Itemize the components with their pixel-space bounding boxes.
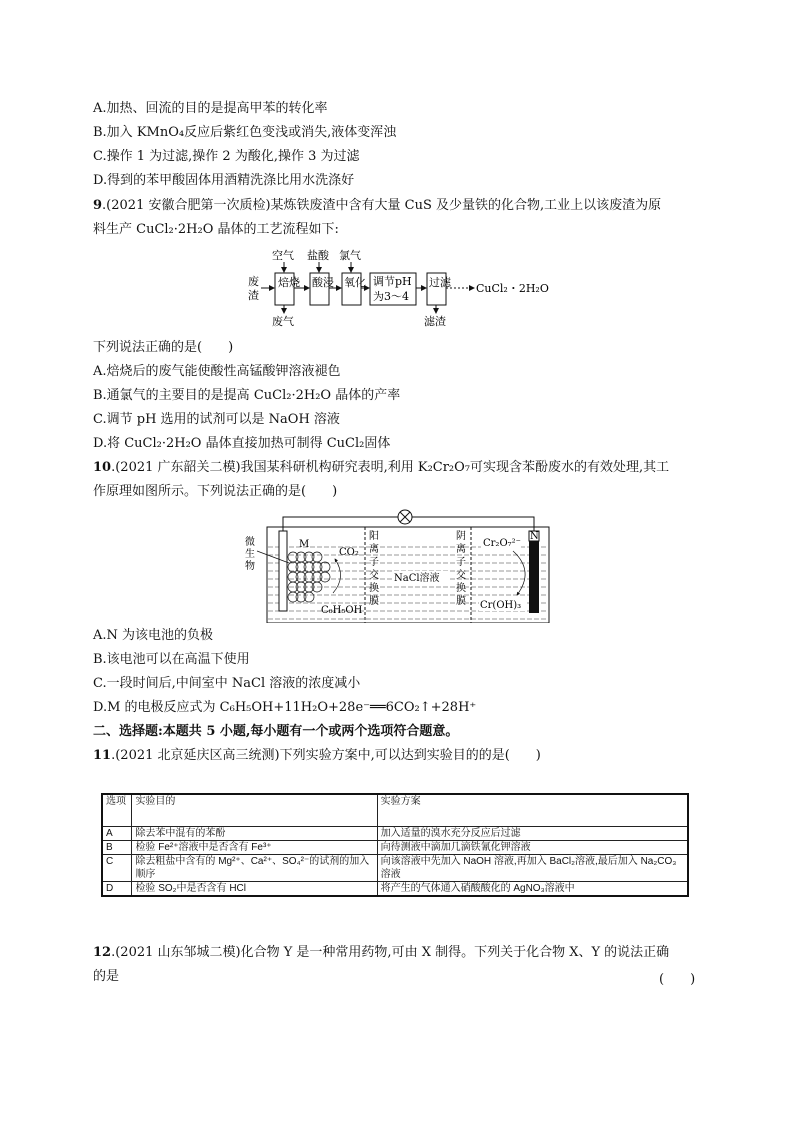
- row-b-purpose: 检验 Fe²⁺溶液中是否含有 Fe³⁺: [132, 840, 377, 854]
- q10-option-a: A.N 为该电池的负极: [93, 628, 214, 643]
- row-b-plan: 向待测液中滴加几滴铁氰化钾溶液: [377, 840, 688, 854]
- q9-ask: 下列说法正确的是( ): [93, 340, 234, 355]
- step-oxidize: 氧化: [344, 276, 366, 289]
- q9-stem-text: .(2021 安徽合肥第一次质检)某炼铁废渣中含有大量 CuS 及少量铁的化合物,工业上以该废渣为原: [102, 198, 662, 213]
- q9-option-c: C.调节 pH 选用的试剂可以是 NaOH 溶液: [93, 412, 340, 427]
- q11-stem: [93, 747, 541, 765]
- row-c-option: C: [102, 854, 132, 881]
- q10-option-c: C.一段时间后,中间室中 NaCl 溶液的浓度减小: [93, 676, 361, 691]
- start-waste-2: 渣: [248, 289, 259, 302]
- cation-membrane-6: 膜: [369, 596, 379, 607]
- output-exhaust: 废气: [272, 315, 294, 328]
- header-plan: 实验方案: [377, 794, 688, 826]
- step-roast: 焙烧: [278, 276, 300, 289]
- row-d-option: D: [102, 881, 132, 896]
- q9-option-d: D.将 CuCl₂·2H₂O 晶体直接加热可制得 CuCl₂固体: [93, 436, 391, 451]
- q12-stem: [93, 944, 669, 962]
- header-purpose: 实验目的: [132, 794, 377, 826]
- experiment-table: [101, 793, 689, 897]
- row-c-plan: 向该溶液中先加入 NaOH 溶液,再加入 BaCl₂溶液,最后加入 Na₂CO₃溶液: [377, 854, 688, 881]
- q9-stem: [93, 197, 661, 215]
- input-air: 空气: [272, 249, 294, 262]
- label-n: N: [530, 531, 539, 542]
- label-m: M: [299, 539, 310, 550]
- label-croh3: Cr(OH)₃: [480, 600, 522, 611]
- q12-number: 12: [93, 945, 112, 960]
- step-ph-range: 为3～4: [373, 290, 409, 303]
- q8-option-a: A.加热、回流的目的是提高甲苯的转化率: [93, 101, 328, 116]
- product: CuCl₂・2H₂O: [476, 282, 549, 295]
- label-microbe-3: 物: [245, 561, 255, 572]
- label-phenol: C₆H₅OH: [321, 605, 363, 616]
- step-filter: 过滤: [429, 276, 451, 289]
- anion-membrane-5: 换: [456, 583, 466, 594]
- output-residue: 滤渣: [424, 315, 446, 328]
- header-option: 选项: [102, 794, 132, 826]
- cation-membrane-4: 交: [369, 570, 379, 581]
- input-hcl: 盐酸: [307, 249, 329, 262]
- q10-stem: [93, 459, 669, 477]
- q12-stem-2: 的是: [93, 969, 120, 984]
- anion-membrane-2: 离: [456, 544, 466, 555]
- label-co2: CO₂: [339, 547, 359, 558]
- q11-number: 11: [93, 748, 112, 763]
- q10-stem-text: .(2021 广东韶关二模)我国某科研机构研究表明,利用 K₂Cr₂O₇可实现含苯酚废水的有效处理,其工: [111, 460, 670, 475]
- row-b-option: B: [102, 840, 132, 854]
- section-heading: 二、选择题:本题共 5 小题,每小题有一个或两个选项符合题意。: [93, 724, 459, 739]
- q9-option-a: A.焙烧后的废气能使酸性高锰酸钾溶液褪色: [93, 364, 341, 379]
- q12-stem-text: .(2021 山东邹城二模)化合物 Y 是一种常用药物,可由 X 制得。下列关于化合物 X、Y 的说法正确: [111, 945, 670, 960]
- anion-membrane-1: 阴: [456, 531, 466, 542]
- q9-stem-2: 料生产 CuCl₂·2H₂O 晶体的工艺流程如下:: [93, 222, 339, 237]
- row-d-purpose: 检验 SO₂中是否含有 HCl: [132, 881, 377, 896]
- anion-membrane-6: 膜: [456, 596, 466, 607]
- anion-membrane-3: 子: [456, 557, 466, 568]
- q8-option-b: B.加入 KMnO₄反应后紫红色变浅或消失,液体变浑浊: [93, 125, 397, 140]
- q9-option-b: B.通氯气的主要目的是提高 CuCl₂·2H₂O 晶体的产率: [93, 388, 401, 403]
- cation-membrane-1: 阳: [369, 531, 379, 542]
- q12-answer-paren: ( ): [659, 972, 696, 987]
- label-cr2o7: Cr₂O₇²⁻: [483, 538, 521, 549]
- start-waste-1: 废: [248, 275, 259, 288]
- q10-option-d: D.M 的电极反应式为 C₆H₅OH+11H₂O+28e⁻══6CO₂↑+28H⁺: [93, 700, 477, 715]
- input-cl2: 氯气: [339, 249, 361, 262]
- q10-stem-2: 作原理如图所示。下列说法正确的是( ): [93, 484, 338, 499]
- cation-membrane-2: 离: [369, 544, 379, 555]
- battery-diagram: [243, 503, 555, 623]
- row-d-plan: 将产生的气体通入硝酸酸化的 AgNO₃溶液中: [377, 881, 688, 896]
- row-a-option: A: [102, 826, 132, 840]
- row-c-purpose: 除去粗盐中含有的 Mg²⁺、Ca²⁺、SO₄²⁻的试剂的加入顺序: [132, 854, 377, 881]
- q8-option-c: C.操作 1 为过滤,操作 2 为酸化,操作 3 为过滤: [93, 149, 360, 164]
- process-flow-diagram: [246, 247, 556, 329]
- cation-membrane-3: 子: [369, 557, 379, 568]
- q10-option-b: B.该电池可以在高温下使用: [93, 652, 250, 667]
- q8-option-d: D.得到的苯甲酸固体用酒精洗涤比用水洗涤好: [93, 173, 355, 188]
- anion-membrane-4: 交: [456, 570, 466, 581]
- label-microbe-2: 生: [245, 549, 255, 560]
- row-a-plan: 加入适量的溴水充分反应后过滤: [377, 826, 688, 840]
- row-a-purpose: 除去苯中混有的苯酚: [132, 826, 377, 840]
- q9-number: 9: [93, 198, 103, 213]
- cation-membrane-5: 换: [369, 583, 379, 594]
- label-nacl: NaCl溶液: [394, 573, 440, 584]
- q11-stem-text: .(2021 北京延庆区高三统测)下列实验方案中,可以达到实验目的的是( ): [111, 748, 541, 763]
- step-adjust-ph: 调节pH: [373, 275, 412, 288]
- q10-number: 10: [93, 460, 112, 475]
- step-leach: 酸浸: [312, 276, 334, 289]
- label-microbe-1: 微: [245, 537, 255, 548]
